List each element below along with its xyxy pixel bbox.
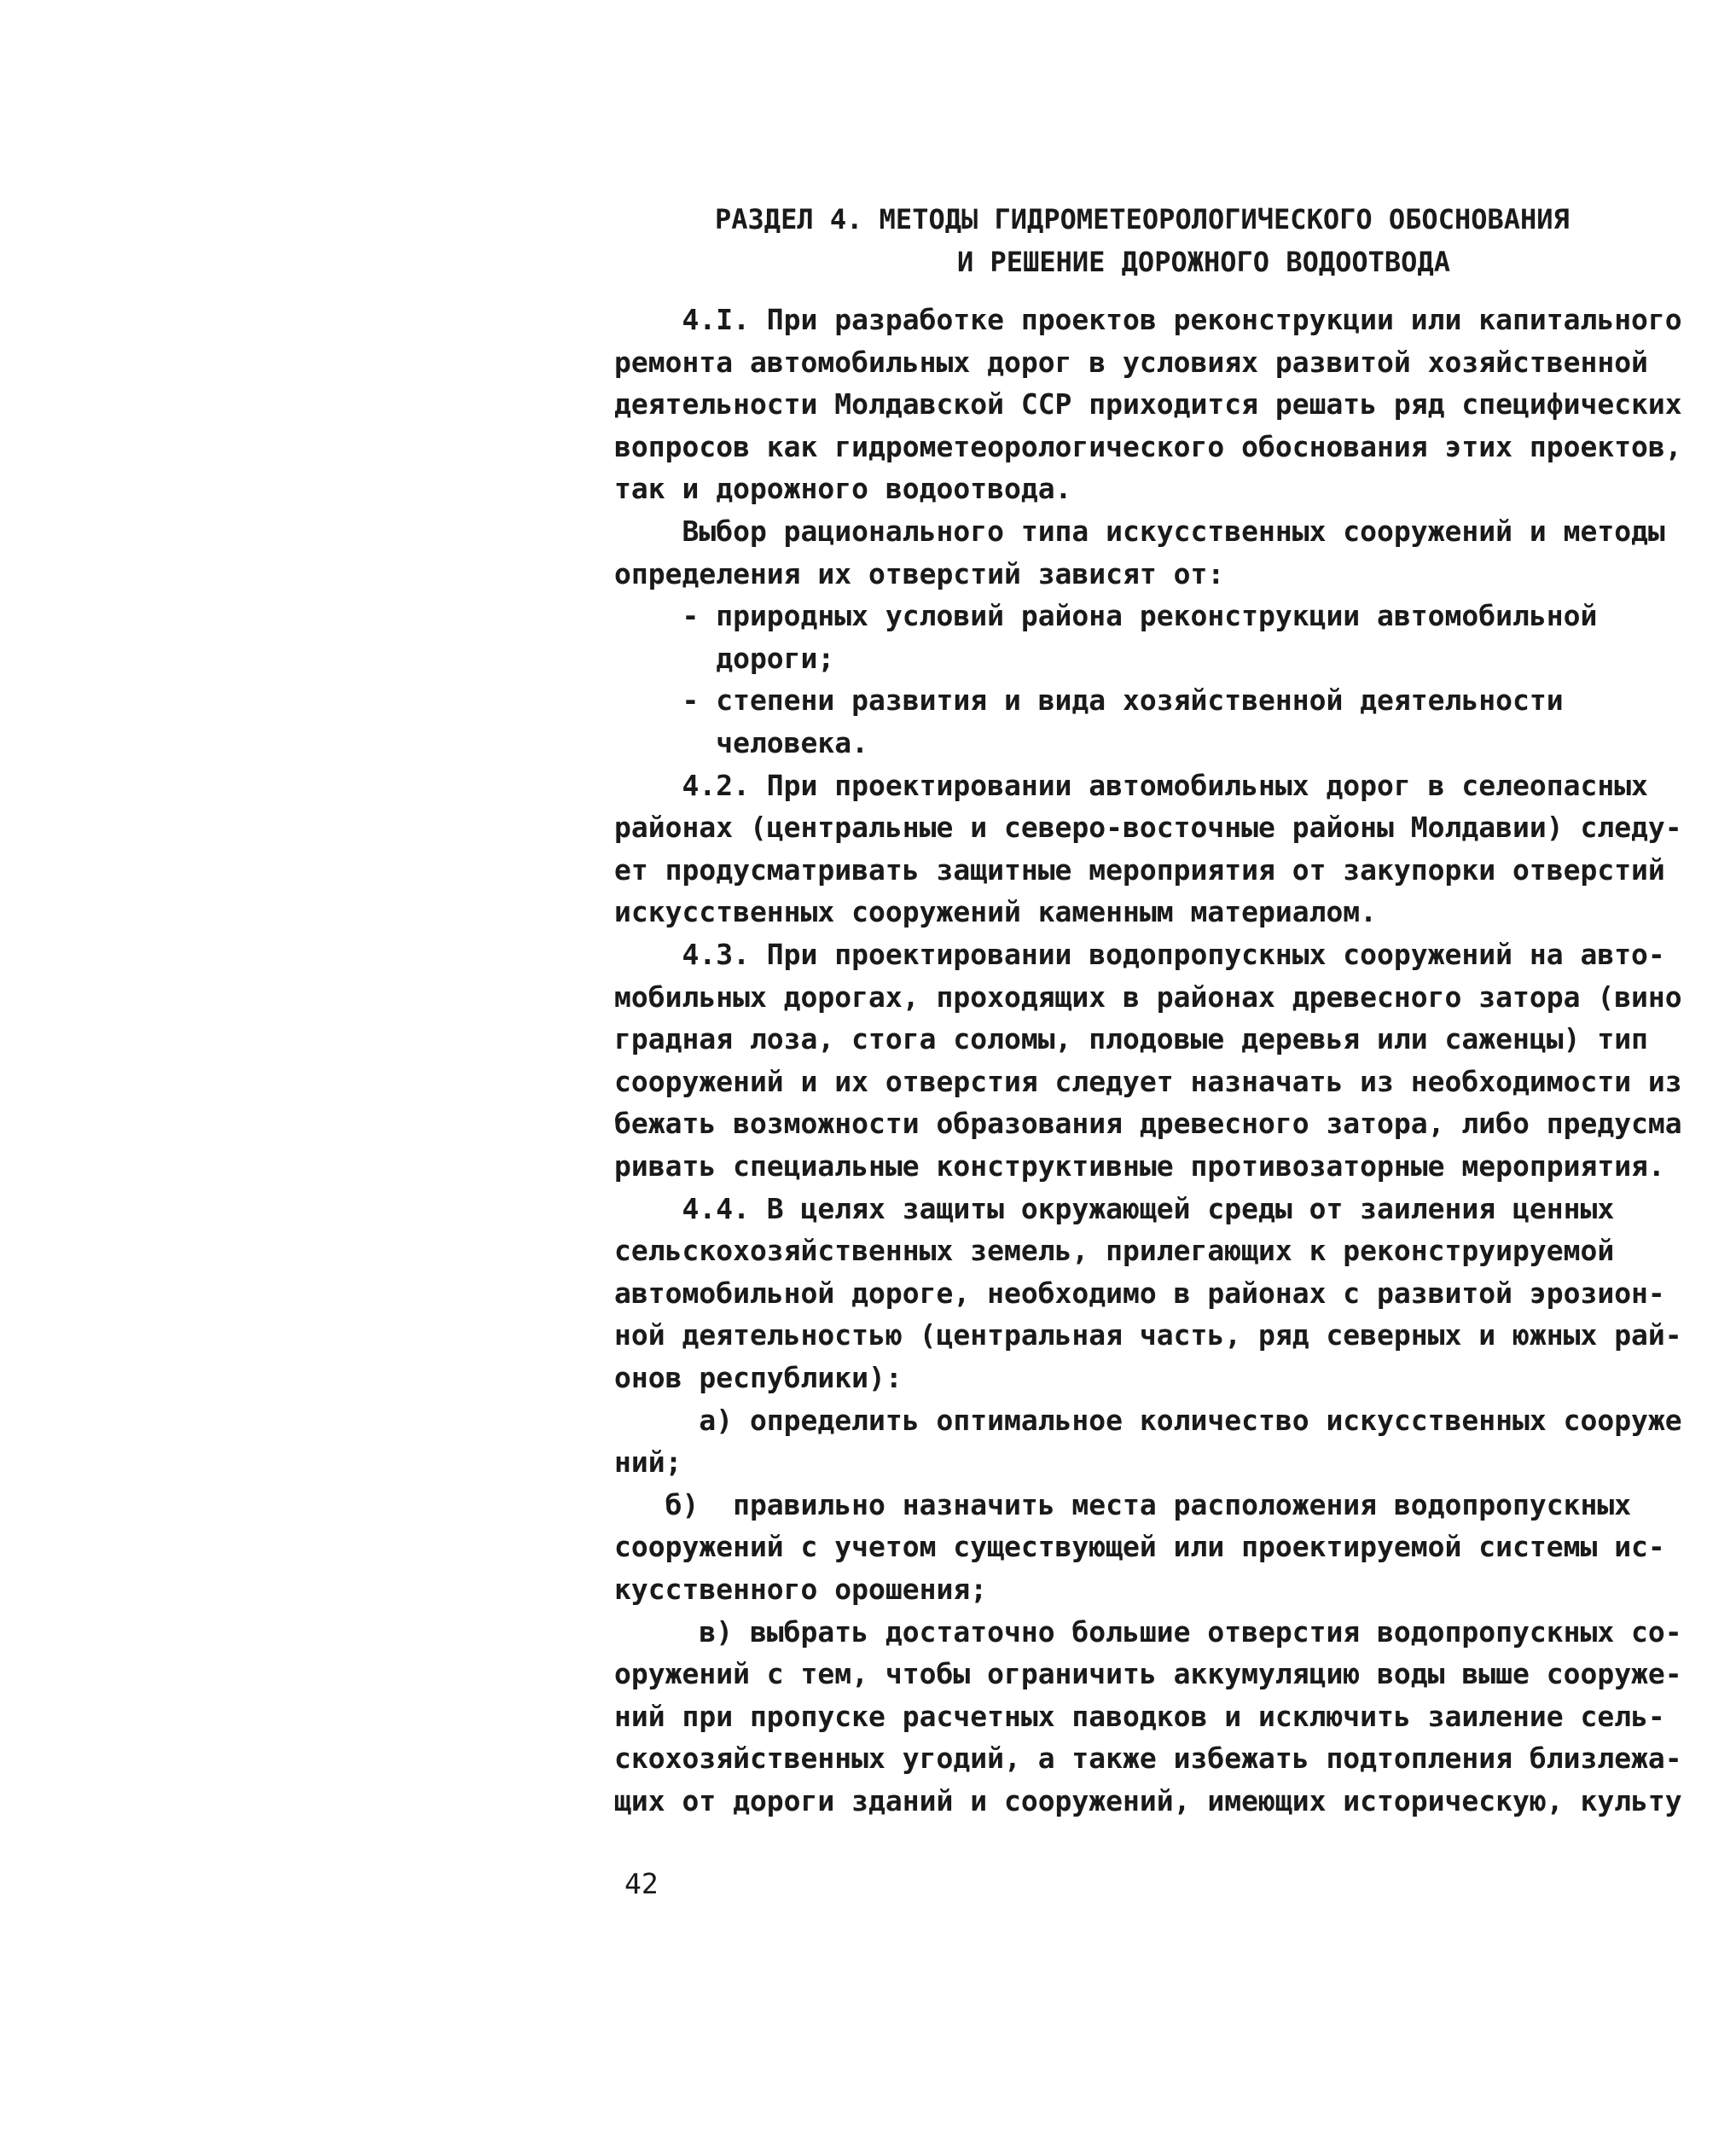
body-line: бежать возможности образования древесного затора, либо предусма [614,1107,1682,1140]
body-line: ремонта автомобильных дорог в условиях развитой хозяйственной [614,346,1648,379]
body-line: 4.3. При проектировании водопропускных сооружений на авто- [614,938,1665,971]
body-line: скохозяйственных угодий, а также избежать подтопления близлежа- [614,1742,1682,1775]
body-line: - природных условий района реконструкции автомобильной [614,599,1598,632]
body-line: Выбор рационального типа искусственных сооружений и методы [614,515,1665,548]
body-line: 4.4. В целях защиты окружающей среды от заиления ценных [614,1192,1615,1225]
body-line: человека. [614,726,869,759]
section-heading-line-2: И РЕШЕНИЕ ДОРОЖНОГО ВОДООТВОДА [957,246,1450,278]
section-heading-line-1: РАЗДЕЛ 4. МЕТОДЫ ГИДРОМЕТЕОРОЛОГИЧЕСКОГО ОБОСНОВАНИЯ [715,203,1570,236]
body-line: 4.I. При разработке проектов реконструкции или капитального [614,303,1682,336]
body-line: сооружений с учетом существующей или проектируемой системы ис- [614,1530,1665,1563]
body-line: оружений с тем, чтобы ограничить аккумуляцию воды выше сооруже- [614,1657,1682,1690]
body-line: мобильных дорогах, проходящих в районах древесного затора (вино [614,980,1682,1014]
body-line: ривать специальные конструктивные противозаторные мероприятия. [614,1149,1665,1183]
body-line: так и дорожного водоотвода. [614,472,1072,505]
body-line: щих от дороги зданий и сооружений, имеющих историческую, культу [614,1784,1682,1817]
body-line: ний; [614,1445,682,1479]
body-line: кусственного орошения; [614,1573,988,1606]
body-line: градная лоза, стога соломы, плодовые деревья или саженцы) тип [614,1022,1648,1055]
body-line: сельскохозяйственных земель, прилегающих к реконструируемой [614,1234,1615,1267]
body-line: сооружений и их отверстия следует назначать из необходимости из [614,1065,1682,1098]
body-line: автомобильной дороге, необходимо в районах с развитой эрозион- [614,1276,1665,1310]
body-line: ний при пропуске расчетных паводков и исключить заиление сель- [614,1700,1665,1733]
body-line: в) выбрать достаточно большие отверстия водопропускных со- [614,1615,1682,1649]
body-line: 4.2. При проектировании автомобильных дорог в селеопасных [614,769,1648,802]
body-line: определения их отверстий зависят от: [614,557,1225,590]
body-line: районах (центральные и северо-восточные районы Молдавии) следу- [614,811,1682,844]
body-line: а) определить оптимальное количество искусственных сооруже [614,1404,1682,1437]
body-line: искусственных сооружений каменным материалом. [614,895,1378,928]
body-line: деятельности Молдавской ССР приходится решать ряд специфических [614,387,1682,421]
body-line: онов республики): [614,1361,903,1394]
body-line: дороги; [614,642,835,675]
body-line: вопросов как гидрометеорологического обоснования этих проектов, [614,430,1682,463]
page-number: 42 [624,1867,659,1900]
body-line: ет продусматривать защитные мероприятия от закупорки отверстий [614,853,1665,887]
body-line: б) правильно назначить места расположения водопропускных [614,1488,1632,1521]
body-line: - степени развития и вида хозяйственной деятельности [614,683,1564,717]
body-line: ной деятельностью (центральная часть, ряд северных и южных рай- [614,1318,1682,1352]
